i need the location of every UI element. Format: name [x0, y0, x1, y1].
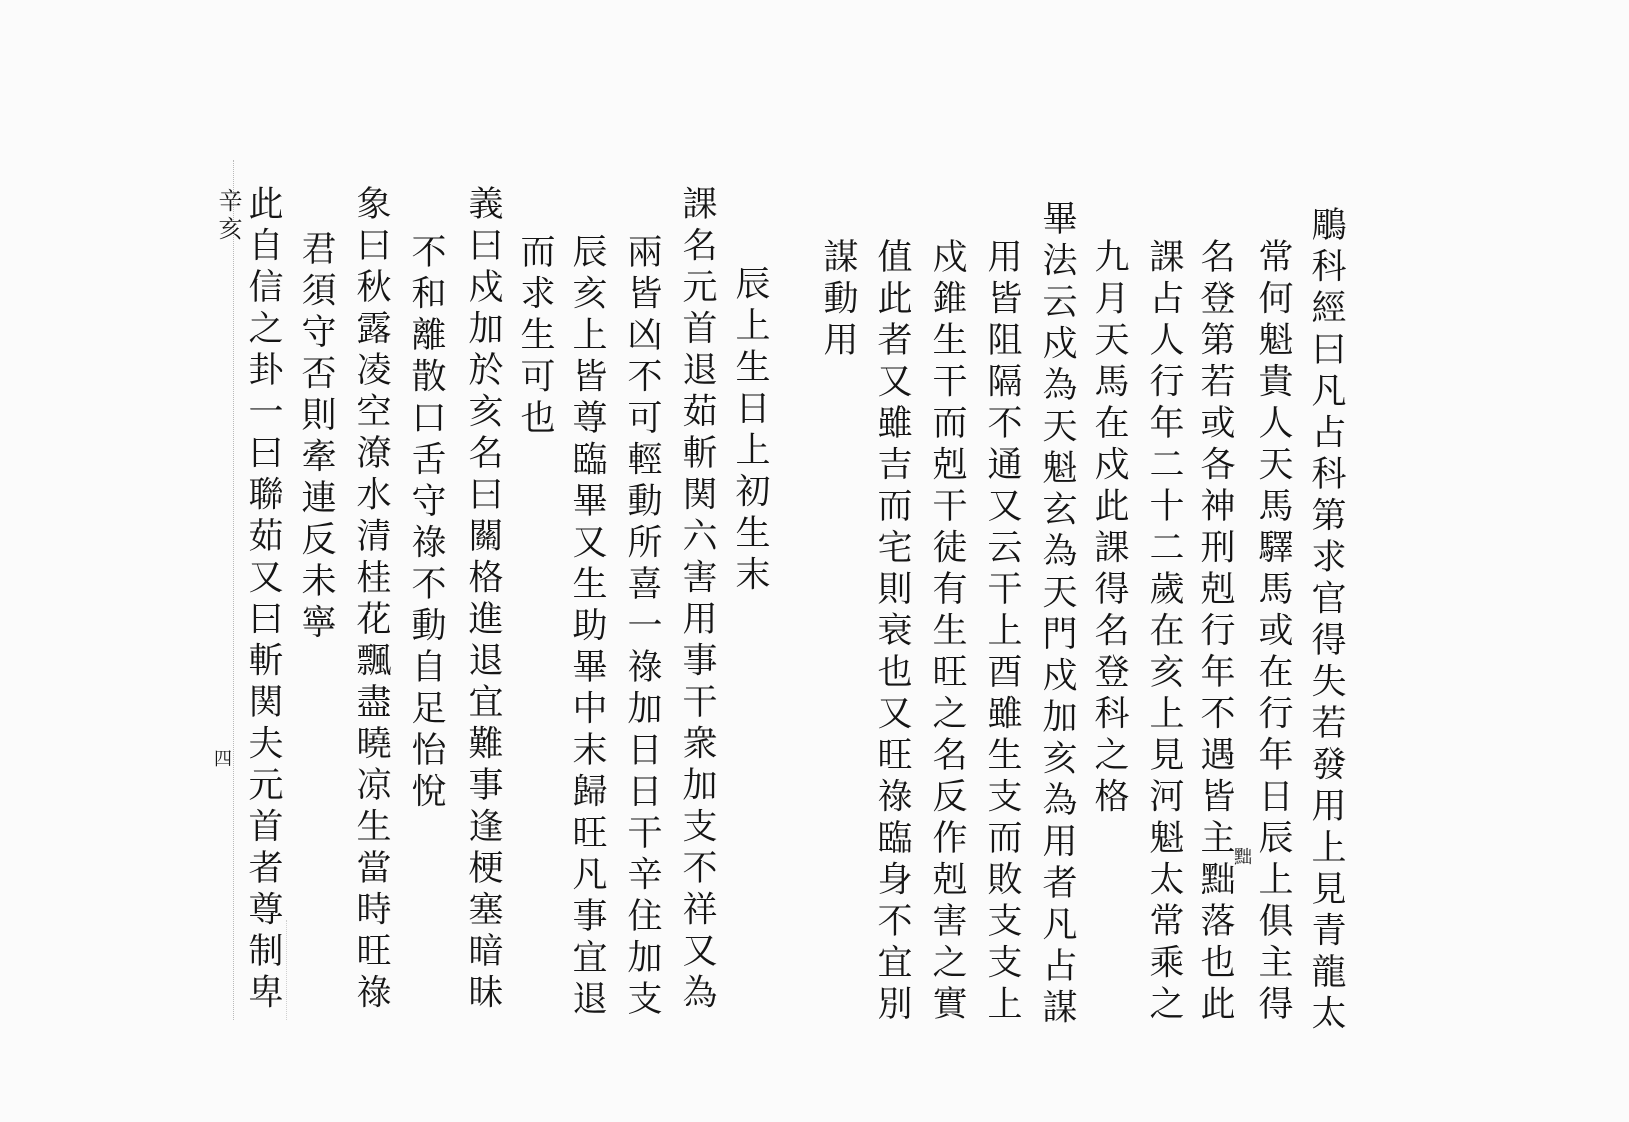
text-column: 君須守否則牽連反未寧	[296, 230, 336, 645]
text-column: 兩皆凶不可輕動所喜一祿加日日干辛住加支	[622, 233, 662, 1022]
text-column: 象曰秋露凌空潦水清桂花飄盡曉凉生當時旺祿	[351, 185, 391, 1015]
text-column: 鵰科經曰凡占科第求官得失若發用上見青龍太	[1306, 206, 1346, 1036]
text-column: 不和離散口舌守祿不動自足怡悅	[406, 233, 446, 814]
text-column: 常何魁貴人天馬驛馬或在行年日辰上俱主得	[1253, 238, 1293, 1027]
text-column: 課名元首退茹斬関六害用事干衆加支不祥又為	[677, 185, 717, 1015]
page-number: 四	[214, 749, 232, 770]
interlinear-note: 黜	[1234, 847, 1252, 868]
text-column: 此自信之卦一曰聯茹又曰斬関夫元首者尊制卑	[243, 185, 283, 1015]
margin-rule	[286, 920, 287, 1020]
text-column: 畢法云戍為天魁玄為天門戍加亥為用者凡占謀	[1037, 200, 1077, 1030]
margin-label: 辛亥	[214, 188, 242, 244]
text-column: 謀動用	[818, 238, 858, 363]
text-column: 戍錐生干而剋干徒有生旺之名反作剋害之實	[927, 238, 967, 1027]
text-column: 而求生可也	[515, 233, 555, 441]
text-column: 義曰戍加於亥名曰關格進退宜難事逢梗塞暗昧	[463, 185, 503, 1015]
text-column: 值此者又雖吉而宅則衰也又旺祿臨身不宜別	[872, 238, 912, 1027]
text-column: 用皆阻隔不通又云干上酉雖生支而敗支支上	[982, 238, 1022, 1027]
text-column: 九月天馬在戍此課得名登科之格	[1089, 238, 1129, 819]
margin-rule	[233, 160, 234, 1020]
text-column: 名登第若或各神刑剋行年不遇皆主黜落也此	[1195, 238, 1235, 1027]
text-column: 辰上生日上初生末	[730, 265, 770, 597]
text-column: 辰亥上皆尊臨畢又生助畢中末歸旺凡事宜退	[567, 233, 607, 1022]
text-column: 課占人行年二十二歲在亥上見河魁太常乘之	[1144, 238, 1184, 1027]
